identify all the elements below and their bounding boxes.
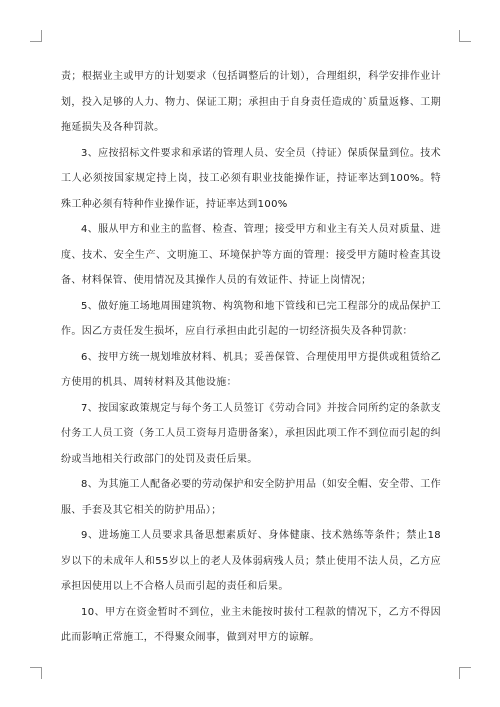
crop-mark-bottom-left bbox=[30, 667, 42, 679]
paragraph-item-7: 7、按国家政策规定与每个务工人员签订《劳动合同》并按合同所约定的条款支付务工人员工资（务工人员工资每月造册备案），承担因此项工作不到位而引起的纠纷或当地相关行政部门的处罚及责任后果。 bbox=[61, 402, 441, 465]
crop-mark-top-left bbox=[30, 30, 42, 42]
paragraph-item-4: 4、服从甲方和业主的监督、检查、管理；接受甲方和业主有关人员对质量、进度、技术、安全生产、文明施工、环境保护等方面的管理：接受甲方随时检查其设备、材料保管、使用情况及其操作人员的有效证件、持证上岗情况； bbox=[61, 224, 441, 286]
document-body bbox=[61, 64, 441, 651]
crop-mark-top-right bbox=[459, 30, 471, 42]
paragraph-item-5: 5、做好施工场地周围建筑物、构筑物和地下管线和已完工程部分的成品保护工作。因乙方责任发生损坏，应自行承担由此引起的一切经济损失及各种罚款： bbox=[61, 300, 441, 337]
paragraph-item-9: 9、进场施工人员要求具备思想素质好、身体健康、技术熟练等条件；禁止18岁以下的未成年人和55岁以上的老人及体弱病残人员；禁止使用不法人员，乙方应承担因使用以上不合格人员而引起的责任和后果。 bbox=[61, 530, 441, 592]
paragraph-continuation: 责；根据业主或甲方的计划要求（包括调整后的计划），合理组织，科学安排作业计划，投入足够的人力、物力、保证工期；承担由于自身责任造成的`质量返修、工期拖延损失及各种罚款。 bbox=[61, 71, 441, 133]
crop-mark-bottom-right bbox=[459, 667, 471, 679]
paragraph-item-10: 10、甲方在资金暂时不到位，业主未能按时拔付工程款的情况下，乙方不得因此而影响正常施工，不得聚众闹事，做到对甲方的谅解。 bbox=[61, 606, 441, 643]
paragraph-item-3: 3、应按招标文件要求和承诺的管理人员、安全员（持证）保质保量到位。技术工人必须按国家规定持上岗，技工必须有职业技能操作证，持证率达到100%。特殊工种必须有特种作业操作证，持证率达到100% bbox=[61, 147, 441, 210]
paragraph-item-8: 8、为其施工人配备必要的劳动保护和安全防护用品（如安全帽、安全带、工作服、手套及其它相关的防护用品）； bbox=[61, 479, 441, 516]
paragraph-item-6: 6、按甲方统一规划堆放材料、机具；妥善保管、合理使用甲方提供或租赁给乙方使用的机具、周转材料及其他设施： bbox=[61, 351, 441, 388]
